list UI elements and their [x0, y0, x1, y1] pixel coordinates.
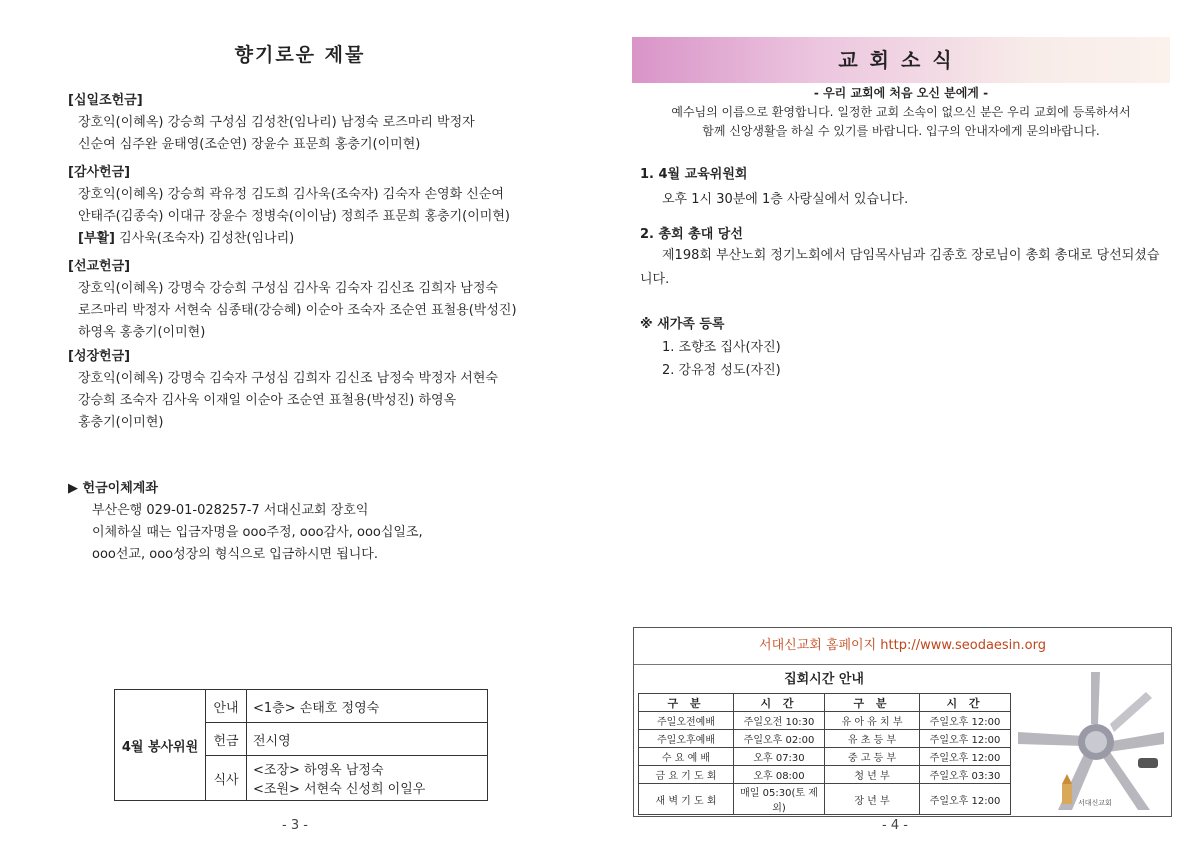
news-heading: 1. 4월 교육위원회: [640, 167, 748, 182]
offering-section-thanks: [68, 162, 588, 250]
service-names-meal: [247, 756, 488, 801]
schedule-cell: 중 고 등 부: [825, 748, 920, 766]
schedule-table: [638, 693, 1011, 815]
registration-heading: ※ 새가족 등록: [640, 317, 725, 332]
news-banner: 교회소식: [632, 37, 1170, 83]
page-number-right: - 4 -: [882, 818, 908, 833]
schedule-header: 시 간: [920, 694, 1011, 712]
easter-donors: 김사욱(조숙자) 김성찬(임나리): [115, 231, 295, 246]
easter-tag: [부활]: [78, 231, 115, 246]
schedule-header: 시 간: [734, 694, 825, 712]
schedule-cell: 오후 07:30: [734, 748, 825, 766]
news-text: 제198회 부산노회 정기노회에서 담임목사님과 김종호 장로님이 총회 총대로 당선되셨습니다.: [640, 248, 1160, 287]
section-heading: [선교헌금]: [68, 259, 131, 274]
donor-line: 홍충기(이미현): [78, 415, 164, 430]
bank-transfer-info: [68, 478, 588, 566]
church-location-map: [1018, 672, 1164, 810]
service-name-line: <조원> 서현숙 신성희 이일우: [253, 782, 426, 797]
service-role: 안내: [206, 690, 247, 723]
service-names: <1층> 손태호 정영숙: [247, 690, 488, 723]
schedule-row: [639, 748, 1011, 766]
schedule-cell: 유 초 등 부: [825, 730, 920, 748]
schedule-cell: 주일오후 12:00: [920, 730, 1011, 748]
schedule-header: 구 분: [825, 694, 920, 712]
schedule-cell: 주일오후 12:00: [920, 748, 1011, 766]
transfer-line: 이체하실 때는 입금자명을 ooo주정, ooo감사, ooo십일조,: [92, 525, 423, 540]
page-title-left: 향기로운 제물: [234, 44, 366, 66]
offering-section-tithe: [68, 90, 588, 156]
page-number-left: - 3 -: [282, 818, 308, 833]
transfer-line: ooo선교, ooo성장의 형식으로 입금하시면 됩니다.: [92, 547, 379, 562]
schedule-cell: 주일오후 03:30: [920, 766, 1011, 784]
donor-line: 장호익(이혜옥) 강승희 구성심 김성찬(임나리) 남정숙 로즈마리 박정자: [78, 115, 475, 130]
schedule-cell: 수 요 예 배: [639, 748, 734, 766]
schedule-cell: 주일오후 12:00: [920, 784, 1011, 815]
schedule-row: [639, 730, 1011, 748]
transfer-heading: ▶ 헌금이체계좌: [68, 481, 158, 496]
schedule-cell: 청 년 부: [825, 766, 920, 784]
homepage-box: [633, 627, 1172, 817]
intro-line: 예수님의 이름으로 환영합니다. 일정한 교회 소속이 없으신 분은 우리 교회에 등록하셔서: [671, 105, 1131, 119]
meeting-title: 집회시간 안내: [784, 672, 864, 687]
registration-item: 1. 조향조 집사(자진): [662, 340, 781, 355]
schedule-row: [639, 784, 1011, 815]
offering-section-growth: [68, 346, 588, 434]
schedule-cell: 오후 08:00: [734, 766, 825, 784]
donor-line: 안태주(김종숙) 이대규 장윤수 정병숙(이이남) 정희주 표문희 홍충기(이미현): [78, 209, 510, 224]
schedule-row: [639, 712, 1011, 730]
registration-item: 2. 강유정 성도(자진): [662, 363, 781, 378]
schedule-cell: 금 요 기 도 회: [639, 766, 734, 784]
offering-section-mission: [68, 256, 588, 344]
schedule-cell: 주일오후 02:00: [734, 730, 825, 748]
schedule-row: [639, 766, 1011, 784]
schedule-cell: 장 년 부: [825, 784, 920, 815]
schedule-cell: 유 아 유 치 부: [825, 712, 920, 730]
news-text: 오후 1시 30분에 1층 사랑실에서 있습니다.: [662, 192, 909, 207]
service-label: 4월 봉사위원: [115, 690, 206, 801]
donor-line: 강승희 조숙자 김사욱 이재일 이순아 조순연 표철용(박성진) 하영옥: [78, 393, 457, 408]
service-names: 전시영: [247, 723, 488, 756]
schedule-cell: 주일오전예배: [639, 712, 734, 730]
donor-line: 신순여 심주완 윤태영(조순연) 장윤수 표문희 홍충기(이미현): [78, 137, 421, 152]
intro-line: 함께 신앙생활을 하실 수 있기를 바랍니다. 입구의 안내자에게 문의바랍니다.: [702, 124, 1100, 138]
service-role: 식사: [206, 756, 247, 801]
schedule-cell: 매일 05:30(토 제외): [734, 784, 825, 815]
homepage-link[interactable]: 서대신교회 홈페이지 http://www.seodaesin.org: [634, 628, 1171, 665]
section-heading: [감사헌금]: [68, 165, 131, 180]
section-heading: [십일조헌금]: [68, 93, 143, 108]
service-volunteers-table: [114, 689, 488, 801]
donor-line: 하영옥 홍충기(이미현): [78, 325, 206, 340]
schedule-cell: 주일오전 10:30: [734, 712, 825, 730]
donor-line: 장호익(이혜옥) 강명숙 김숙자 구성심 김희자 김신조 남정숙 박정자 서현숙: [78, 371, 498, 386]
schedule-header: 구 분: [639, 694, 734, 712]
intro-heading: - 우리 교회에 처음 오신 분에게 -: [813, 86, 989, 100]
section-heading: [성장헌금]: [68, 349, 131, 364]
donor-line-easter: [68, 228, 588, 250]
donor-line: 장호익(이혜옥) 강명숙 강승희 구성심 김사욱 김숙자 김신조 김희자 남정숙: [78, 281, 498, 296]
schedule-cell: 새 벽 기 도 회: [639, 784, 734, 815]
schedule-cell: 주일오후 12:00: [920, 712, 1011, 730]
news-heading: 2. 총회 총대 당선: [640, 227, 743, 242]
service-name-line: <조장> 하영옥 남정숙: [253, 763, 384, 778]
schedule-cell: 주일오후예배: [639, 730, 734, 748]
donor-line: 장호익(이혜옥) 강승희 곽유정 김도희 김사욱(조숙자) 김숙자 손영화 신순여: [78, 187, 504, 202]
service-role: 헌금: [206, 723, 247, 756]
donor-line: 로즈마리 박정자 서현숙 심종태(강승혜) 이순아 조숙자 조순연 표철용(박성진): [78, 303, 517, 318]
map-church-label: 서대신교회: [1078, 799, 1112, 807]
transfer-line: 부산은행 029-01-028257-7 서대신교회 장호익: [92, 503, 369, 518]
